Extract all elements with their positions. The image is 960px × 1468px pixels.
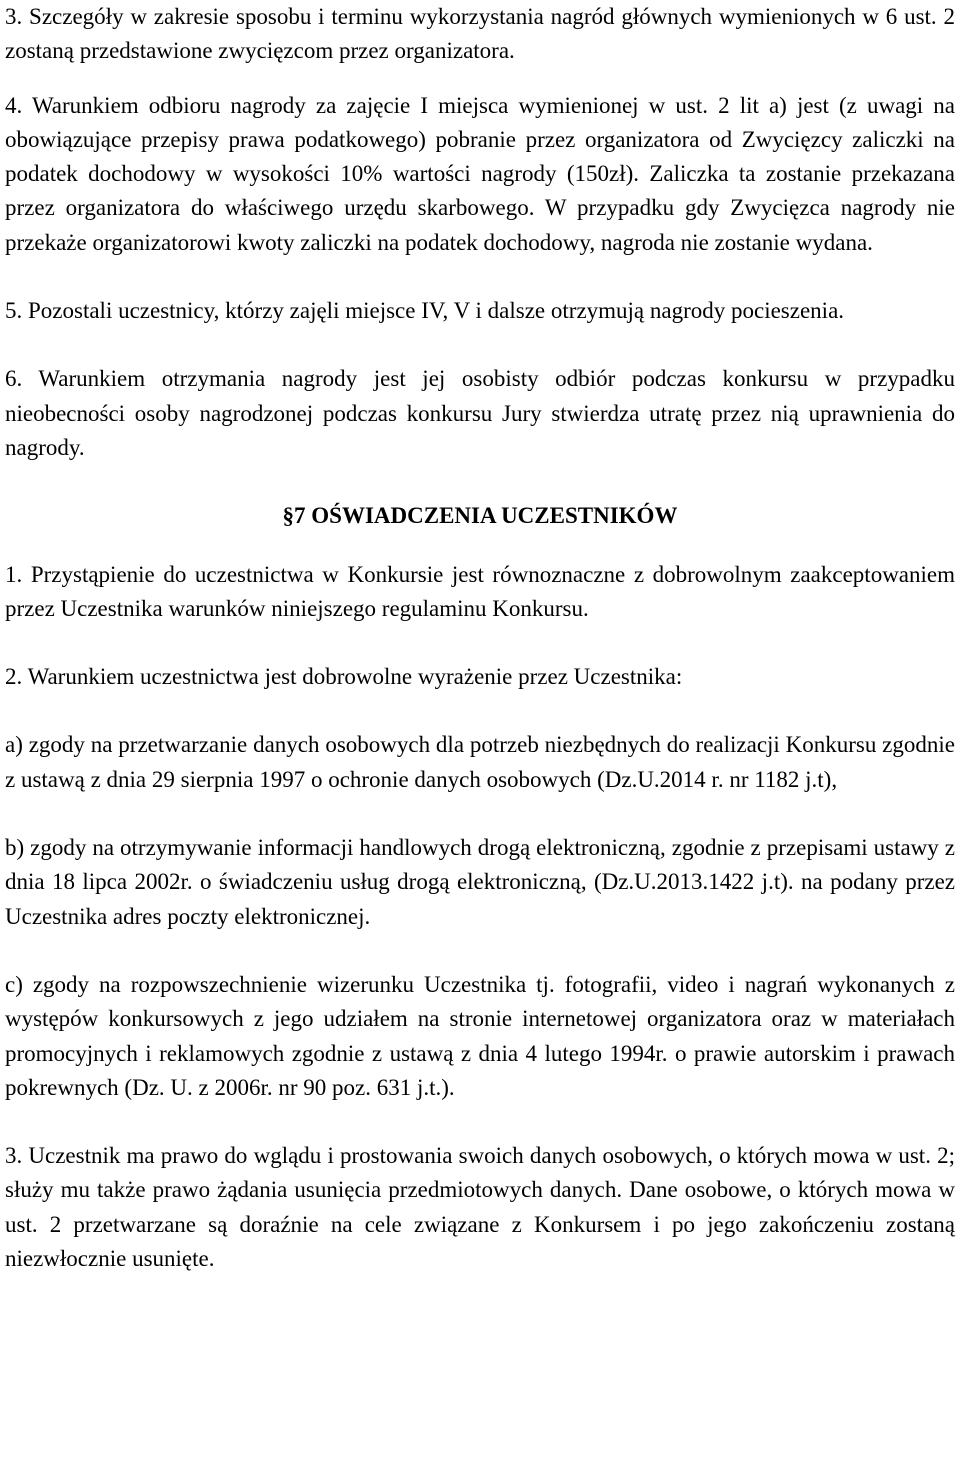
statement-2a: a) zgody na przetwarzanie danych osobowych dla potrzeb niezbędnych do realizacji Konkursu zgodnie z ustawą z dnia 29 sierpnia 1997 o ochronie danych osobowych (Dz.U.2014 r. nr 1182 j.t), — [5, 732, 955, 792]
statement-2: 2. Warunkiem uczestnictwa jest dobrowolne wyrażenie przez Uczestnika: — [5, 664, 683, 690]
paragraph-6: 6. Warunkiem otrzymania nagrody jest jej osobisty odbiór podczas konkursu w przypadku nieobecności osoby nagrodzonej podczas konkursu Jury stwierdza utratę przez nią uprawnienia do nagrody. — [5, 366, 955, 460]
section-heading: §7 OŚWIADCZENIA UCZESTNIKÓW — [282, 503, 678, 529]
paragraph-5: 5. Pozostali uczestnicy, którzy zajęli miejsce IV, V i dalsze otrzymują nagrody pocieszenia. — [5, 298, 845, 324]
statement-2b: b) zgody na otrzymywanie informacji handlowych drogą elektroniczną, zgodnie z przepisami ustawy z dnia 18 lipca 2002r. o świadczeniu usług drogą elektroniczną, (Dz.U.2013.1422 j.t). na podany przez Uczestnika adres poczty elektronicznej. — [5, 835, 955, 929]
paragraph-3: 3. Szczegóły w zakresie sposobu i terminu wykorzystania nagród głównych wymienionych w 6 ust. 2 zostaną przedstawione zwycięzcom przez organizatora. — [5, 4, 955, 64]
statement-2c: c) zgody na rozpowszechnienie wizerunku Uczestnika tj. fotografii, video i nagrań wykonanych z występów konkursowych z jego udziałem na stronie internetowej organizatora oraz w materiałach promocyjnych i reklamowych zgodnie z ustawą z dnia 4 lutego 1994r. o prawie autorskim i prawach pokrewnych (Dz. U. z 2006r. nr 90 poz. 631 j.t.). — [5, 971, 955, 1100]
statement-3: 3. Uczestnik ma prawo do wglądu i prostowania swoich danych osobowych, o których mowa w ust. 2; służy mu także prawo żądania usunięcia przedmiotowych danych. Dane osobowe, o których mowa w ust. 2 przetwarzane są doraźnie na cele związane z Konkursem i po jego zakończeniu zostaną niezwłocznie usunięte. — [5, 1143, 955, 1272]
statement-1: 1. Przystąpienie do uczestnictwa w Konkursie jest równoznaczne z dobrowolnym zaakceptowaniem przez Uczestnika warunków niniejszego regulaminu Konkursu. — [5, 561, 955, 621]
paragraph-4: 4. Warunkiem odbioru nagrody za zajęcie I miejsca wymienionej w ust. 2 lit a) jest (z uwagi na obowiązujące przepisy prawa podatkowego) pobranie przez organizatora od Zwycięzcy zaliczki na podatek dochodowy w wysokości 10% wartości nagrody (150zł). Zaliczka ta zostanie przekazana przez organizatora do właściwego urzędu skarbowego. W przypadku gdy Zwycięzca nagrody nie przekaże organizatorowi kwoty zaliczki na podatek dochodowy, nagroda nie zostanie wydana. — [5, 92, 955, 255]
document-page — [5, 0, 955, 1276]
